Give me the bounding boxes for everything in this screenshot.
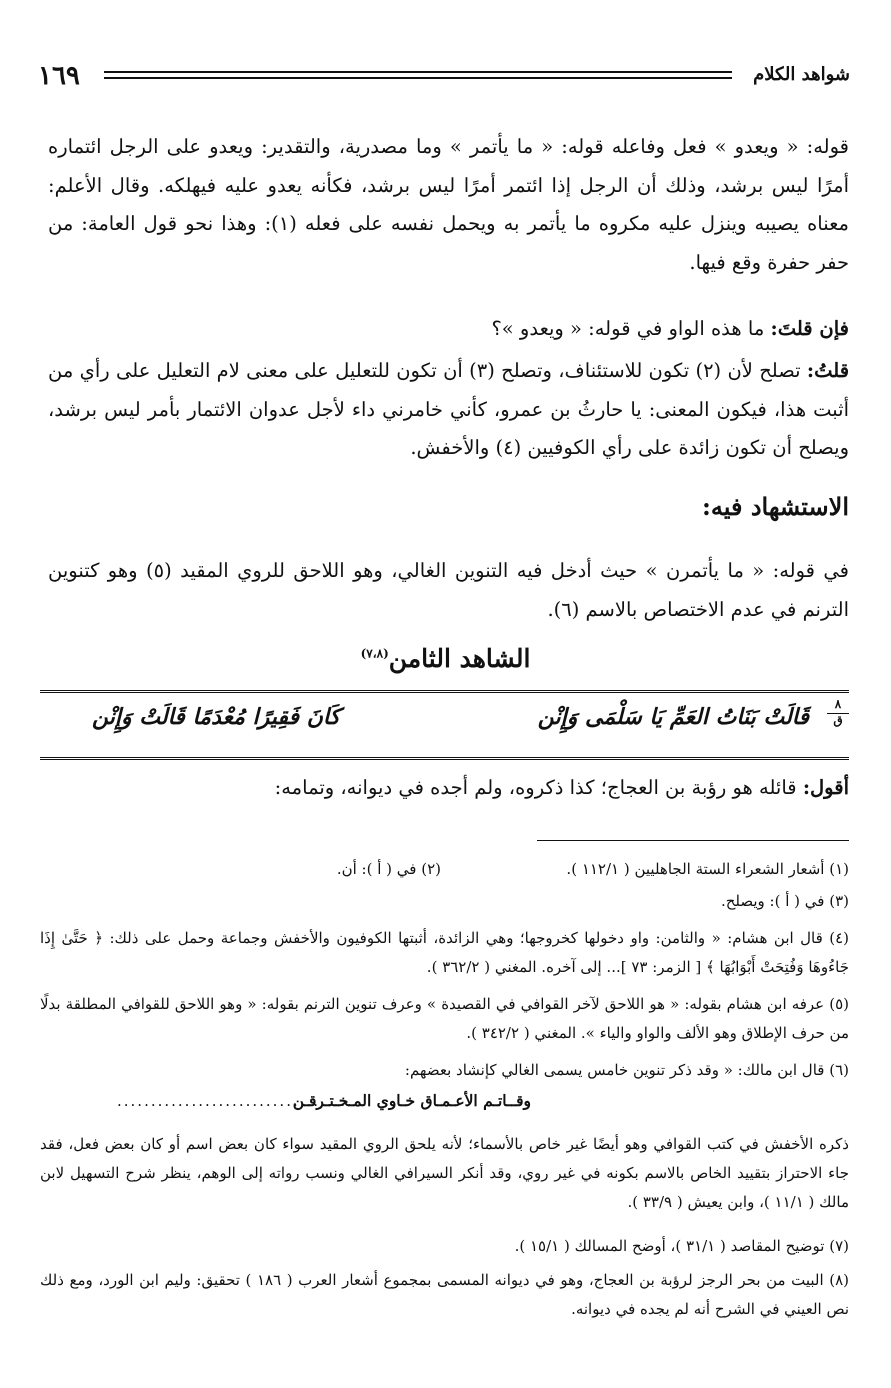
- footnote-7: (٧) توضيح المقاصد ( ٣١/١ )، أوضح المسالك ( ١٥/١ ).: [514, 1237, 849, 1255]
- answer-paragraph: [48, 352, 849, 468]
- verse-meter-mark: ق: [833, 713, 843, 727]
- answer-lead: قلتُ:: [806, 359, 850, 382]
- shahid-footnote-ref: (٧،٨): [360, 646, 389, 661]
- footnote-3: (٣) في ( أ ): ويصلح.: [720, 892, 849, 910]
- running-title: شواهد الكلام: [753, 64, 850, 85]
- footnote-6-continued: ذكره الأخفش في كتب القوافي وهو أيضًا غير خاص بالأسماء؛ لأنه يلحق الروي المقيد سواء كان بعض اسم أو كان بعض فعل، فقد جاء الاحتراز بتقييد الخاص بالاسم بكونه في غير روي، وقد أنكر السيرافي الغالي ونسب رواته إلى الوهم، ينظر شرح التسهيل لابن مالك ( ١١/١ )، وابن يعيش ( ٣٣/٩ ).: [40, 1135, 849, 1211]
- footnote-5: (٥) عرفه ابن هشام بقوله: « هو اللاحق لآخر القوافي في القصيدة » وعرف تنوين الترنم بقوله: « وهو اللاحق للقوافي المطلقة بدلًا من حرف الإطلاق وهو الألف والواو والياء ». المغني ( ٣٤٢/٢ ).: [40, 995, 849, 1042]
- commentary-paragraph: قوله: « ويعدو » فعل وفاعله قوله: « ما يأتمر » وما مصدرية، والتقدير: ويعدو على الرجل ائتماره أمرًا ليس برشد، وذلك أن الرجل إذا ائتمر أمرًا ليس برشد، فكأنه يعدو عليه فيهلكه. وقال الأعلم: معناه يصيبه وينزل عليه مكروه ما يأتمر به ويحمل نفسه على فعله (١): وهذا نحو قول العامة: من حفر حفرة وقع فيها.: [48, 135, 849, 274]
- footnote-separator: [537, 840, 849, 841]
- page-number: ١٦٩: [38, 61, 80, 91]
- footnote-4: (٤) قال ابن هشام: « والثامن: واو دخولها كخروجها؛ وهي الزائدة، أثبتها الكوفيون والأخفش وجماعة وحمل على ذلك: ﴿ حَتَّىٰ إِذَا جَاءُوهَا وَفُتِحَتْ أَبْوَابُهَا ﴾ [ الزمر: ٧٣ ]... إلى آخره. المغني ( ٣٦٢/٢ ).: [40, 929, 849, 976]
- footnote-1: (١) أشعار الشعراء الستة الجاهليين ( ١١٢/١ ).: [566, 860, 849, 878]
- footnote-6-dots: ....................................: [117, 1092, 361, 1110]
- footnote-2: (٢) في ( أ ): أن.: [336, 860, 441, 878]
- istishhad-paragraph: في قوله: « ما يأتمرن » حيث أدخل فيه التنوين الغالي، وهو اللاحق للروي المقيد (٥) وهو كتنوين الترنم في عدم الاختصاص بالاسم (٦).: [48, 559, 849, 621]
- footnote-6: (٦) قال ابن مالك: « وقد ذكر تنوين خامس يسمى الغالي كإنشاد بعضهم:: [404, 1061, 849, 1079]
- footnote-6-verse: وقــاتـم الأعـمـاق خـاوي المـخـتـرقـن: [292, 1091, 531, 1110]
- verse-number-value: ٨: [834, 697, 842, 711]
- question-paragraph: [48, 310, 849, 349]
- running-header: [38, 60, 850, 92]
- verse-hemistich-second: كَانَ فَقِيرًا مُعْدَمًا قَالَتْ وَإِنْن: [92, 704, 341, 730]
- shahid-heading: [0, 644, 891, 673]
- answer-text: تصلح لأن (٢) تكون للاستئناف، وتصلح (٣) أن تكون للتعليل على معنى لام التعليل على رأي من أثبت هذا، فيكون المعنى: يا حارثُ بن عمرو، كأني خامرني داء لأجل عدوان الائتمار بأمر ليس برشد، ويصلح أن تكون زائدة على رأي الكوفيين (٤) والأخفش.: [48, 359, 849, 459]
- verse-rule-top: [40, 690, 849, 693]
- question-text: ما هذه الواو في قوله: « ويعدو »؟: [491, 317, 765, 340]
- verse-rule-bottom: [40, 757, 849, 760]
- istishhad-heading: الاستشهاد فيه:: [702, 492, 849, 521]
- verse-number: [827, 698, 849, 727]
- footnote-8: (٨) البيت من بحر الرجز لرؤبة بن العجاج، وهو في ديوانه المسمى بمجموع أشعار العرب ( ١٨٦ ) تحقيق: وليم ابن الورد، ومع ذلك نص العيني في الشرح أنه لم يجده في ديوانه.: [40, 1271, 849, 1318]
- aqulu-text: قائله هو رؤبة بن العجاج؛ كذا ذكروه، ولم أجده في ديوانه، وتمامه:: [274, 776, 797, 799]
- verse-hemistich-first: قَالَتْ بَنَاتُ العَمِّ يَا سَلْمَى وَإِنْن: [537, 704, 809, 730]
- shahid-title: الشاهد الثامن: [388, 644, 531, 673]
- aqulu-lead: أقول:: [802, 776, 849, 799]
- header-rule: [104, 71, 732, 79]
- question-lead: فإن قلتَ:: [770, 317, 849, 340]
- aqulu-paragraph: [48, 769, 849, 808]
